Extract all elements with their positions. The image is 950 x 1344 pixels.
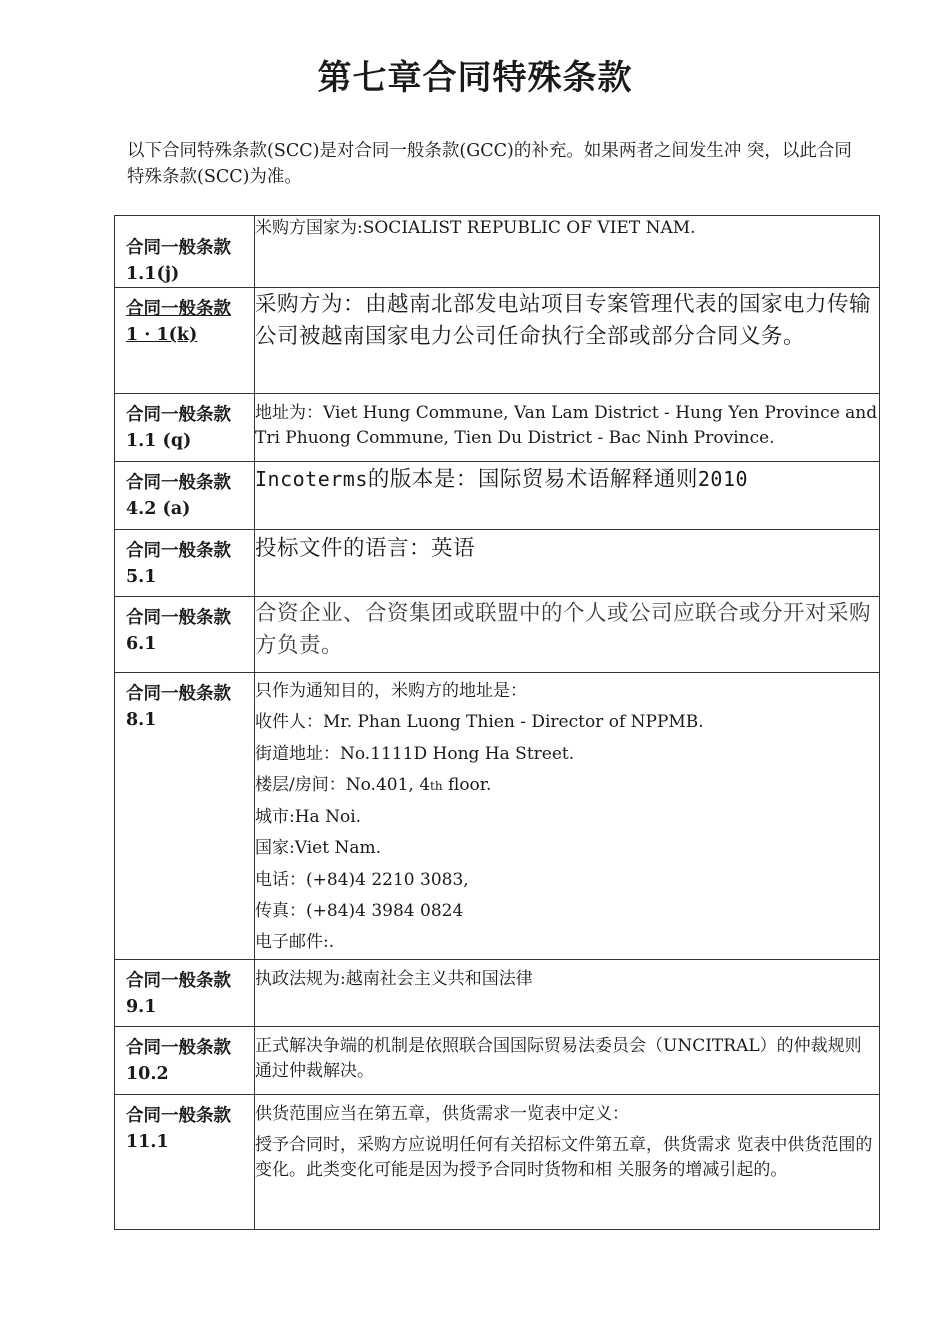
- clause-ref-cell: [115, 216, 255, 288]
- clause-ref: 合同一般条款 11.1: [126, 1105, 231, 1152]
- clause-text: 正式解决争端的机制是依照联合国国际贸易法委员会（UNCITRAL）的仲裁规则通过仲裁解决。: [255, 1035, 862, 1081]
- clause-ref-cell: [115, 394, 255, 462]
- table-row: [115, 1026, 880, 1094]
- clause-text-cell: [255, 1026, 880, 1094]
- clause-text: [255, 463, 879, 496]
- clause-text: 供货范围应当在第五章，供货需求一览表中定义：: [255, 1103, 629, 1124]
- clause-text-cell: [255, 1094, 880, 1229]
- table-row: [115, 394, 880, 462]
- clause-text-cell: [255, 959, 880, 1026]
- clause-ref-cell: [115, 530, 255, 597]
- clause-text-cell: [255, 530, 880, 597]
- clause-ref: 合同一般条款 1 · 1(k): [126, 299, 231, 345]
- page-title: 第七章合同特殊条款: [317, 58, 633, 98]
- notice-floor: 楼层/房间：No.401, 4th floor.: [255, 774, 492, 795]
- notice-city: 城市:Ha Noi.: [255, 807, 362, 828]
- clause-ref: 合同一般条款 6.1: [126, 608, 231, 654]
- table-row: [115, 462, 880, 530]
- notice-intro: 只作为通知目的，米购方的地址是：: [255, 681, 527, 701]
- clause-text-cell: [255, 597, 880, 673]
- clause-ref-cell: [115, 959, 255, 1026]
- clause-ref-cell: [115, 1026, 255, 1094]
- notice-street: 街道地址：No.1111D Hong Ha Street.: [255, 743, 575, 764]
- table-row: [115, 288, 880, 394]
- clause-ref: 合同一般条款 10.2: [126, 1037, 231, 1084]
- clause-ref-cell: [115, 1094, 255, 1229]
- clause-text: 投标文件的语言：英语: [255, 536, 476, 561]
- clause-text-cell: [255, 394, 880, 462]
- clause-ref: 合同一般条款 1.1 (q): [126, 405, 231, 451]
- clause-text: 采购方为：由越南北部发电站项目专案管理代表的国家电力传输公司被越南国家电力公司任命执行全部或部分合同义务。: [255, 292, 872, 349]
- clause-ref: 合同一般条款 9.1: [126, 970, 231, 1017]
- clause-ref-cell: [115, 597, 255, 673]
- table-row: [115, 597, 880, 673]
- clause-ref-cell: [115, 462, 255, 530]
- table-row: [115, 959, 880, 1026]
- clause-text: 执政法规为:越南社会主义共和国法律: [255, 968, 533, 989]
- clause-text-cell: [255, 216, 880, 288]
- table-row: [115, 673, 880, 960]
- incoterms-year: 2010: [697, 467, 749, 491]
- clause-text: 地址为：Viet Hung Commune, Van Lam District - Hung Yen Province and Tri Phuong Commune, Tien Du District - Bac Ninh Province.: [255, 403, 878, 448]
- clause-text-cell: [255, 673, 880, 960]
- table-row: [115, 216, 880, 288]
- clause-ref: 合同一般条款 8.1: [126, 684, 231, 730]
- clause-ref: 合同一般条款 5.1: [126, 541, 231, 587]
- clause-ref: 合同一般条款 4.2 (a): [126, 473, 231, 519]
- clause-ref-cell: [115, 288, 255, 394]
- clause-ref-cell: [115, 673, 255, 960]
- clause-text-detail: 授予合同时，采购方应说明任何有关招标文件第五章，供货需求 览表中供货范围的变化。此类变化可能是因为授予合同时货物和相 关服务的增减引起的。: [255, 1134, 873, 1180]
- notice-attention: 收件人：Mr. Phan Luong Thien - Director of NPPMB.: [255, 712, 704, 733]
- table-row: [115, 1094, 880, 1229]
- clause-ref: 合同一般条款 1.1(j): [126, 238, 231, 284]
- table-row: [115, 530, 880, 597]
- incoterms-term: Incoterms: [255, 467, 368, 491]
- clause-text: 合资企业、合资集团或联盟中的个人或公司应联合或分开对采购方负责。: [255, 601, 872, 658]
- intro-paragraph: 以下合同特殊条款(SCC)是对合同一般条款(GCC)的补充。如果两者之间发生冲 突，以此合同特殊条款(SCC)为准。: [127, 141, 852, 187]
- clause-text-cell: [255, 288, 880, 394]
- clause-text: 米购方国家为:SOCIALIST REPUBLIC OF VIET NAM.: [255, 218, 696, 238]
- notice-phone: 电话：(+84)4 2210 3083,: [255, 869, 469, 890]
- special-conditions-table: [114, 215, 880, 1230]
- notice-email: 电子邮件:.: [255, 932, 335, 953]
- clause-text-cell: [255, 462, 880, 530]
- incoterms-desc: 的版本是：国际贸易术语解释通则: [367, 467, 698, 492]
- notice-fax: 传真：(+84)4 3984 0824: [255, 901, 464, 922]
- notice-country: 国家:Viet Nam.: [255, 838, 381, 859]
